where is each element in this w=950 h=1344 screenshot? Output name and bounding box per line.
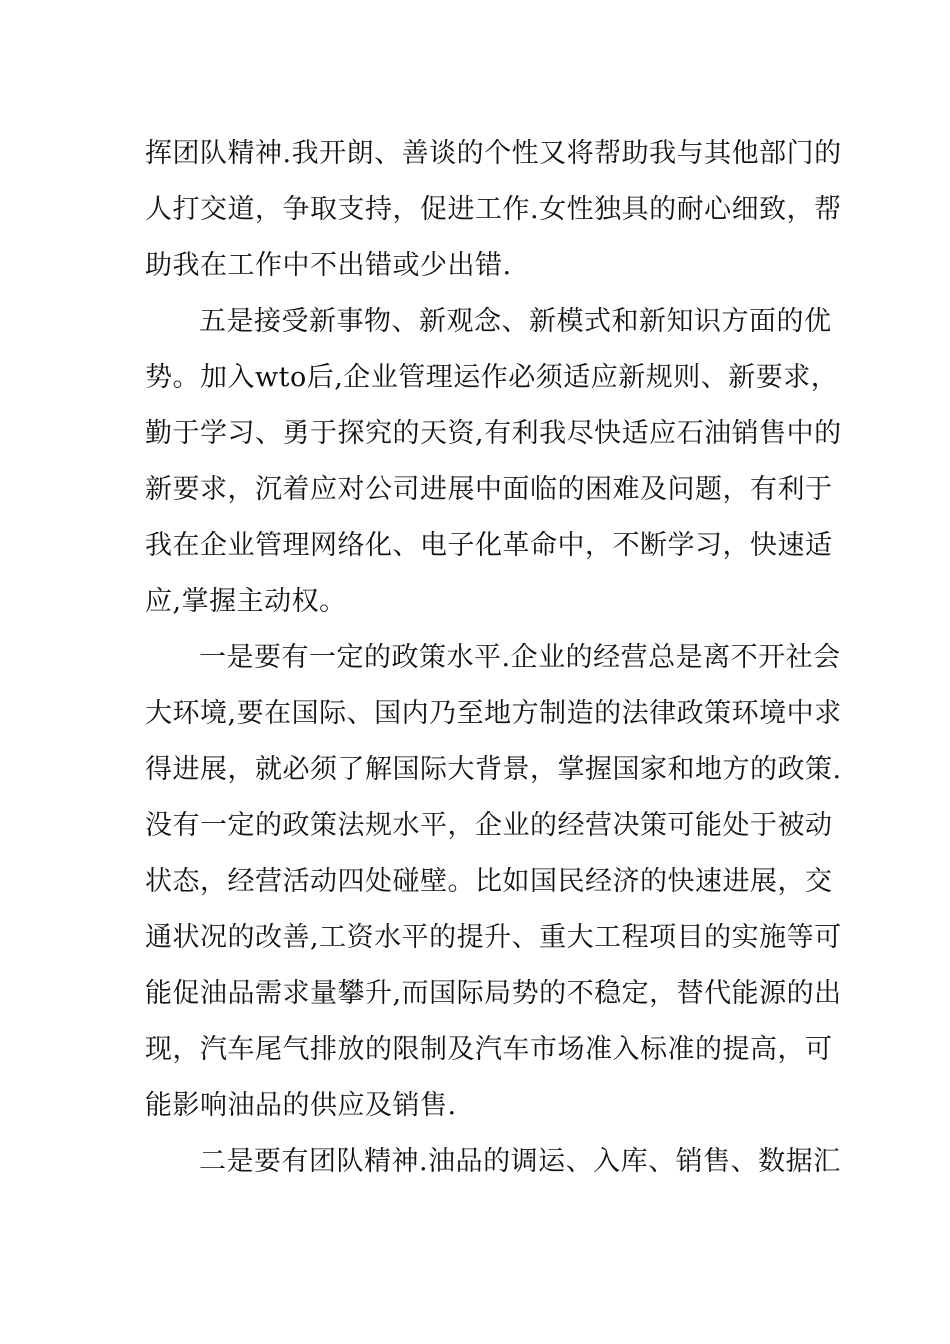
text-line: 一是要有一定的政策水平.企业的经营总是离不开社会 xyxy=(199,642,841,673)
text-line: 勤于学习、勇于探究的天资,有利我尽快适应石油销售中的 xyxy=(145,418,842,449)
text-line: 新要求，沉着应对公司进展中面临的困难及问题，有利于 xyxy=(145,474,833,505)
text-line: 得进展，就必须了解国际大背景，掌握国家和地方的政策. xyxy=(145,754,842,785)
text-line: 助我在工作中不出错或少出错. xyxy=(145,250,512,281)
paragraph-4 xyxy=(145,1134,841,1190)
text-line: 我在企业管理网络化、电子化革命中，不断学习，快速适 xyxy=(145,530,833,561)
text-line: 能影响油品的供应及销售. xyxy=(145,1090,457,1121)
text-line: 没有一定的政策法规水平，企业的经营决策可能处于被动 xyxy=(145,810,833,841)
text-line: 能促油品需求量攀升,而国际局势的不稳定，替代能源的出 xyxy=(145,978,842,1009)
text-line: 人打交道，争取支持，促进工作.女性独具的耐心细致，帮 xyxy=(145,194,842,225)
text-line: 通状况的改善,工资水平的提升、重大工程项目的实施等可 xyxy=(145,922,842,953)
text-line: 大环境,要在国际、国内乃至地方制造的法律政策环境中求 xyxy=(145,698,842,729)
text-line: 五是接受新事物、新观念、新模式和新知识方面的优 xyxy=(199,306,832,337)
document-body xyxy=(145,126,842,1190)
paragraph-2 xyxy=(145,294,842,630)
paragraph-3 xyxy=(145,630,842,1134)
text-line: 状态，经营活动四处碰壁。比如国民经济的快速进展，交 xyxy=(145,866,833,897)
text-line: 应,掌握主动权。 xyxy=(145,586,347,617)
paragraph-1 xyxy=(145,126,842,294)
text-line: 势。加入wto后,企业管理运作必须适应新规则、新要求， xyxy=(145,362,839,393)
text-line: 现，汽车尾气排放的限制及汽车市场准入标准的提高，可 xyxy=(145,1034,833,1065)
text-line: 二是要有团队精神.油品的调运、入库、销售、数据汇 xyxy=(199,1146,841,1177)
text-line: 挥团队精神.我开朗、善谈的个性又将帮助我与其他部门的 xyxy=(145,138,842,169)
